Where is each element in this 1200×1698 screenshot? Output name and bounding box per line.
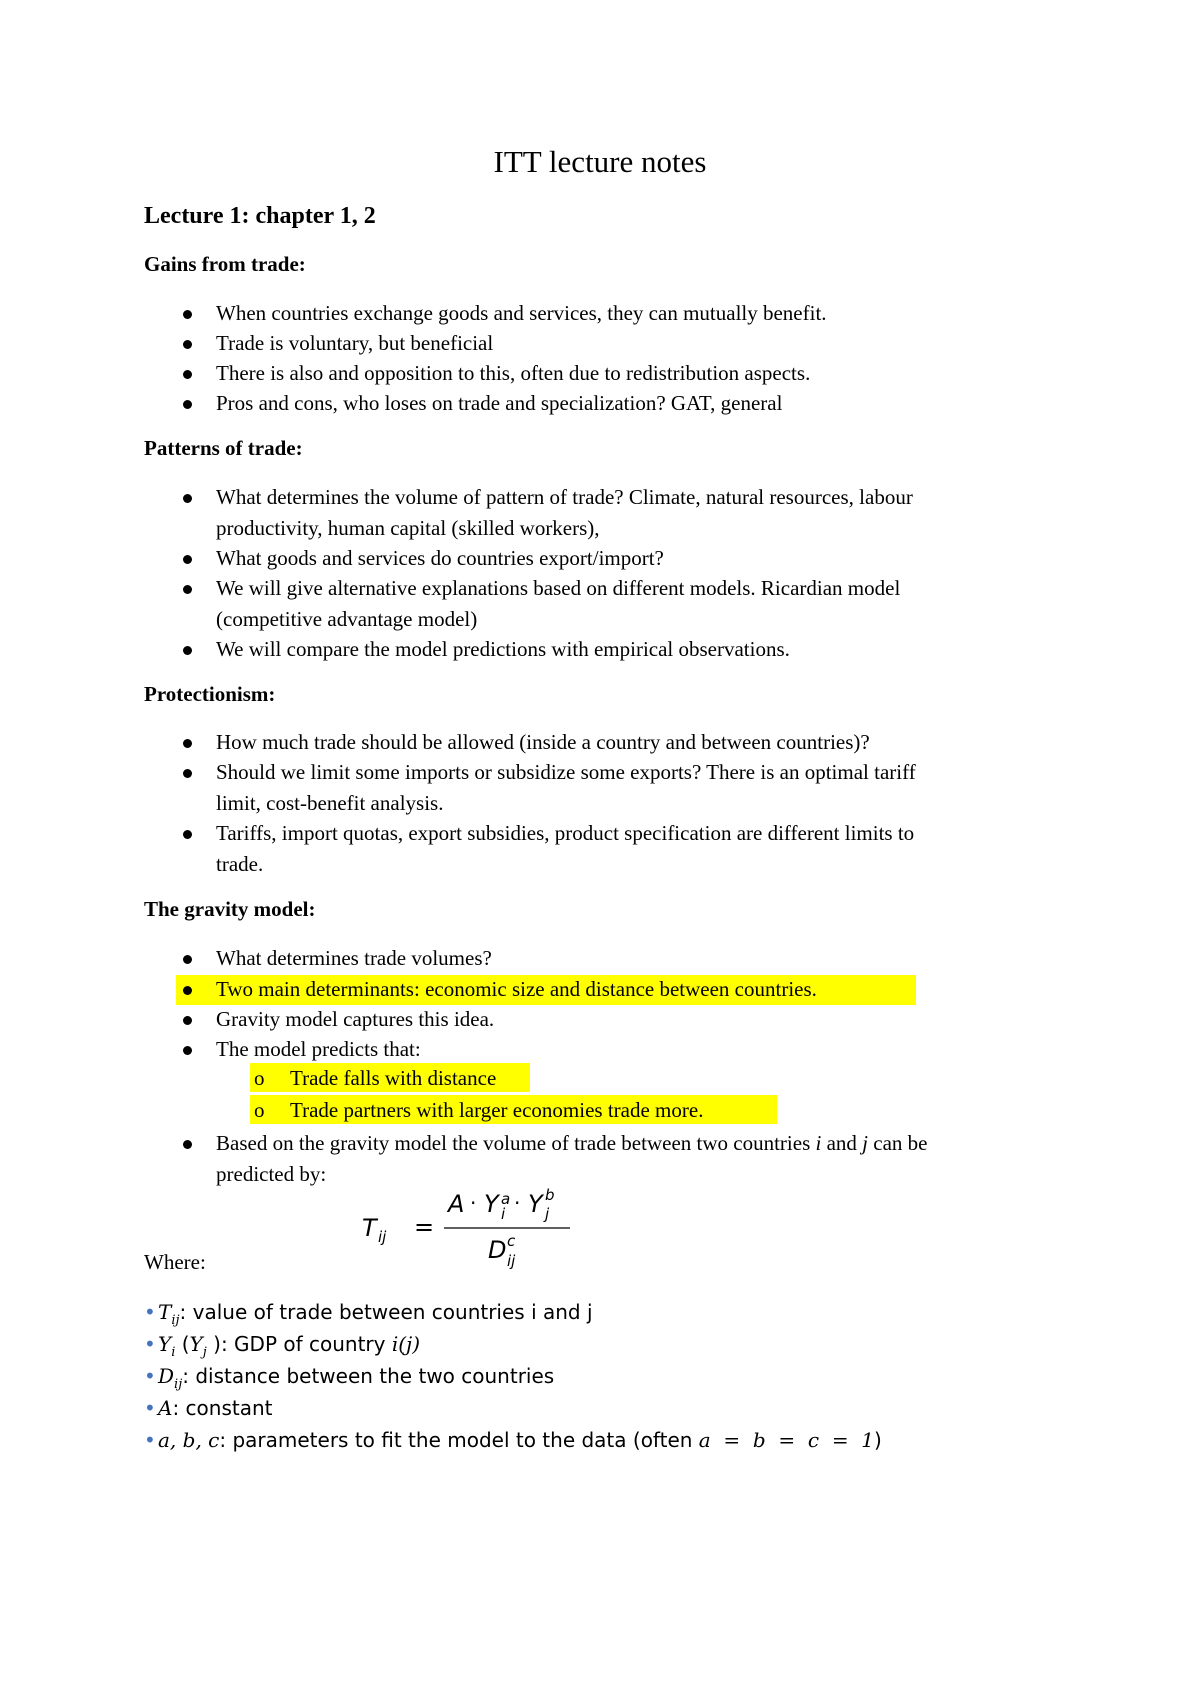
formula-den-sub: ij: [507, 1252, 516, 1270]
bullet-icon: [183, 830, 192, 839]
formula-dot: ·: [514, 1191, 521, 1215]
formula-sup-a: a: [501, 1190, 511, 1208]
bullet-icon: •: [144, 1300, 156, 1324]
section-heading-patterns: Patterns of trade:: [144, 436, 303, 460]
formula-sub-j: j: [545, 1205, 550, 1223]
section-heading-gains: Gains from trade:: [144, 252, 306, 276]
section-heading-protectionism: Protectionism:: [144, 682, 276, 706]
formula-sub-i: i: [501, 1205, 506, 1223]
bullet-icon: [183, 1016, 192, 1025]
sub-bullet-marker: o: [254, 1098, 265, 1122]
definition-item: • $Y_i$ ($Y_j$ ): GDP of country i(j): [144, 1332, 421, 1360]
bullet-icon: •: [144, 1332, 156, 1356]
bullet-icon: [183, 769, 192, 778]
bullet-icon: [183, 494, 192, 503]
bullet-icon: [183, 1046, 192, 1055]
where-label: Where:: [144, 1250, 206, 1274]
bullet-icon: [183, 400, 192, 409]
lecture-heading: Lecture 1: chapter 1, 2: [144, 203, 376, 229]
formula-distance: D: [488, 1236, 507, 1264]
formula-lhs: T: [362, 1214, 377, 1242]
bullet-icon: [183, 585, 192, 594]
formula-graphic: [360, 1180, 580, 1270]
formula-sup-b: b: [545, 1186, 555, 1204]
definition-item: • a, b, c: parameters to fit the model to the data (often a = b = c = 1): [144, 1428, 882, 1452]
formula-constant: A: [448, 1190, 465, 1218]
formula-dot: ·: [470, 1191, 477, 1215]
bullet-icon: [183, 986, 192, 995]
bullet-icon: [183, 646, 192, 655]
section-heading-gravity: The gravity model:: [144, 897, 316, 921]
sub-bullet-marker: o: [254, 1066, 265, 1090]
bullet-icon: •: [144, 1364, 156, 1388]
bullet-icon: [183, 310, 192, 319]
gravity-formula: [360, 1180, 580, 1270]
formula-gdp-j: Y: [528, 1190, 543, 1218]
definition-item: • A: constant: [144, 1396, 273, 1420]
formula-equals: =: [414, 1213, 435, 1241]
document-page: ITT lecture notes Lecture 1: chapter 1, 2 Gains from trade: When countries exchange goods and services, they can mutually benefit. Trade is voluntary, but beneficial There is also and opposition to this, often due to redistribution aspects. Pros and cons, who loses on trade and specialization? GAT, general Patterns of trade: What determines the volume of pattern of trade? Climate, natural resources, labour productivity, human capital (skilled workers), What goods and services do countries export/import? We will give alternative explanations based on different models. Ricardian model (competitive advantage model) We will compare the model predictions with empirical observations. Protectionism: How much trade should be allowed (inside a country and between countries)? Should we limit some imports or subsidize some exports? There is an optimal tariff limit, cost-benefit analysis. Tariffs, import quotas, export subsidies, product specification are different limits to trade. The gravity model: What determines trade volumes? Two main determinants: economic size and distance between countries. Gravity model captures this idea. The model predicts that: o Trade falls with distance o Trade partners with larger economies trade more. Based on the gravity model the volume of trade between two countries i and j can be predicted by: T ij = A · Y a i · Y b j D c ij Where: • $T_{ij}$: value of trade between countries i and j • $Y_i$ ($Y_j$ ): GDP of country i(j) • $D_{ij}$: distance between the two countries • A: constant • a, b, c: parameters to fit the model to the data (often a = b = c = 1): [0, 0, 1200, 1698]
bullet-icon: [183, 370, 192, 379]
formula-gdp-i: Y: [484, 1190, 499, 1218]
bullet-icon: [183, 555, 192, 564]
bullet-icon: [183, 955, 192, 964]
definition-item: • $D_{ij}$: distance between the two countries: [144, 1364, 555, 1392]
bullet-icon: •: [144, 1428, 156, 1452]
bullet-icon: [183, 739, 192, 748]
bullet-icon: [183, 340, 192, 349]
bullet-icon: [183, 1140, 192, 1149]
formula-lhs-sub: ij: [378, 1228, 387, 1246]
definition-item: • $T_{ij}$: value of trade between countries i and j: [144, 1300, 593, 1328]
formula-sup-c: c: [507, 1232, 516, 1250]
bullet-icon: •: [144, 1396, 156, 1420]
document-title: ITT lecture notes: [493, 144, 707, 179]
